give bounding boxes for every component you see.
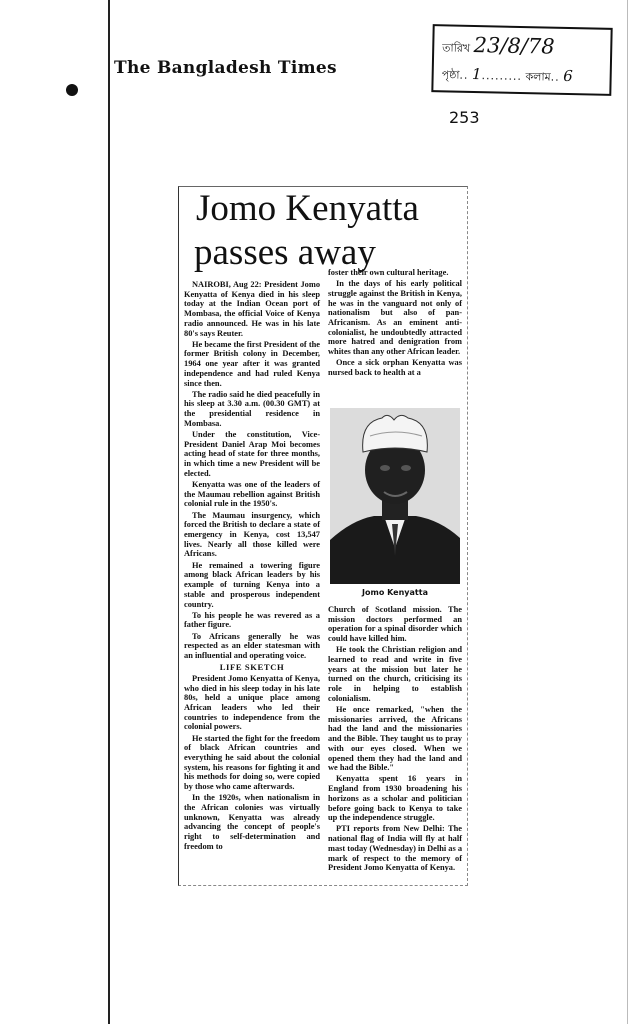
- paragraph: The Maumau insurgency, which forced the British to declare a state of emergency in Kenya, cost 13,547 lives. Nearly all those killed were Africans.: [184, 510, 320, 559]
- headline-line-1: Jomo Kenyatta: [196, 188, 419, 229]
- page-number: 253: [449, 108, 480, 127]
- headline-line-2: passes away: [194, 232, 376, 273]
- paragraph: To his people he was revered as a father figure.: [184, 610, 320, 630]
- article-column-right-bottom: [328, 605, 462, 874]
- paragraph: Once a sick orphan Kenyatta was nursed back to health at a: [328, 358, 462, 378]
- stamp-column-label: কলাম: [525, 70, 551, 84]
- paragraph: NAIROBI, Aug 22: President Jomo Kenyatta of Kenya died in his sleep today at the Indian Ocean port of Mombasa, the official Voice of Kenya radio announced. He was in his late 80's says Reuter.: [184, 280, 320, 338]
- stamp-date-label: তারিখ: [442, 41, 471, 55]
- paragraph: PTI reports from New Delhi: The national flag of India will fly at half mast today (Wednesday) in Delhi as a mark of respect to the memory of President Jomo Kenyatta of Kenya.: [328, 824, 463, 873]
- article-column-left: [184, 280, 320, 853]
- archive-stamp: [431, 24, 612, 96]
- paragraph: He once remarked, "when the missionaries arrived, the Africans had the land and the missionaries and the Bible. They taught us to pray with our eyes closed. When we opened them they had the land and we had the Bible.": [328, 705, 462, 773]
- paragraph: Kenyatta was one of the leaders of the Maumau rebellion against British colonial rule in the 1950's.: [184, 480, 320, 509]
- photo-caption: Jomo Kenyatta: [362, 588, 428, 597]
- paragraph: He started the fight for the freedom of black African countries and everything he said about the colonial system, his reasons for fighting it and his methods for doing so, were copied by those who came afterwards.: [184, 733, 320, 792]
- article-column-right-top: [328, 268, 462, 379]
- paragraph: Kenyatta spent 16 years in England from 1930 broadening his horizons as a scholar and politician before going back to Kenya to take up the independence struggle.: [328, 774, 462, 823]
- paragraph: He remained a towering figure among black African leaders by his example of turning Kenya into a stable and prosperous independent country.: [184, 560, 320, 609]
- stamp-page-value: 1: [471, 64, 482, 84]
- paragraph: He took the Christian religion and learned to read and write in five years at the mission but later he turned on the church, criticising its role in helping to establish colonialism.: [328, 645, 462, 703]
- stamp-date-value: 23/8/78: [473, 32, 555, 59]
- paragraph: To Africans generally he was respected as an elder statesman with an influential and operating voice.: [184, 631, 320, 661]
- stamp-page-label: পৃষ্ঠা: [441, 68, 460, 82]
- paragraph: Under the constitution, Vice-President Daniel Arap Moi becomes acting head of state for three months, in which time a new President will be elected.: [184, 430, 320, 478]
- punch-hole: [66, 84, 78, 96]
- paragraph: He became the first President of the former British colony in December, 1964 one year after it was granted independence and had ruled Kenya since then.: [184, 339, 320, 388]
- article-headline: [196, 187, 419, 275]
- portrait-photo: [330, 408, 460, 584]
- page-edge-line: [627, 0, 628, 1024]
- paragraph: In the 1920s, when nationalism in the African colonies was virtually unknown, Kenyatta was already advancing the concept of people's right to self-determination and freedom to: [184, 793, 320, 851]
- paragraph: President Jomo Kenyatta of Kenya, who died in his sleep today in his late 80s, held a unique place among African leaders who led their countries to independence from the colonial powers.: [184, 673, 320, 732]
- stamp-date-row: [442, 32, 555, 60]
- paragraph: In the days of his early political struggle against the British in Kenya, he was in the vanguard not only of nationalism but also of pan-Africanism. As an eminent anti-colonialist, he undoubtedly attracted more hatred and denigration from whites than any other African leader.: [328, 279, 462, 357]
- newspaper-masthead: The Bangladesh Times: [114, 58, 337, 78]
- paragraph: Church of Scotland mission. The mission doctors performed an operation for a spinal disorder which could have killed him.: [328, 605, 462, 644]
- article-subhead: LIFE SKETCH: [219, 661, 285, 672]
- paragraph: The radio said he died peacefully in his sleep at 3.30 a.m. (00.30 GMT) at the presidential residence in Mombasa.: [184, 389, 320, 428]
- stamp-column-value: 6: [563, 66, 573, 86]
- paragraph: foster their own cultural heritage.: [328, 268, 449, 277]
- stamp-page-row: পৃষ্ঠা.. 1......... কলাম.. 6: [441, 64, 573, 86]
- binding-margin-line: [108, 0, 110, 1024]
